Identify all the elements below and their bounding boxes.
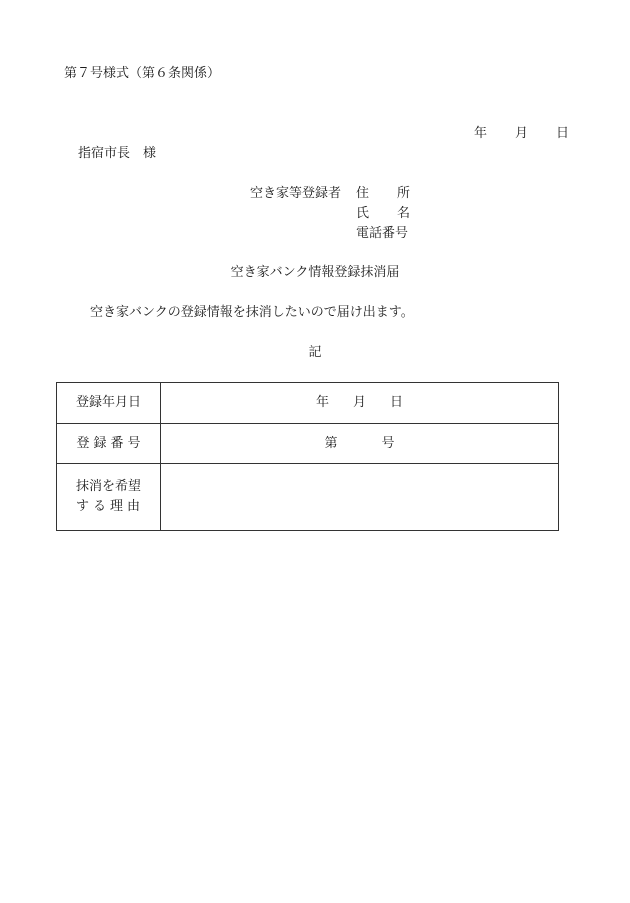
table-row-registration-date: [57, 383, 559, 424]
reason-label-line-2: [76, 497, 140, 517]
reason-value[interactable]: [161, 464, 559, 531]
reason-label-char-2: る: [92, 499, 106, 514]
ki-marker: 記: [308, 345, 322, 360]
table-row-registration-number: [57, 424, 559, 464]
reg-number-label-char-3: 番: [110, 435, 124, 451]
registrant-address-label: [356, 186, 410, 202]
body-text: 空き家バンクの登録情報を抹消したいので届け出ます。: [90, 305, 414, 320]
name-label-char-2: 名: [396, 206, 410, 221]
reason-label: [57, 464, 161, 531]
registrant-phone-label: 電話番号: [356, 226, 409, 241]
address-label-char-2: 所: [396, 186, 410, 201]
date-month-label: 月: [514, 126, 528, 141]
submission-date: [474, 126, 569, 142]
date-year-label: 年: [474, 126, 488, 141]
registrant-name-label: [356, 206, 410, 222]
reg-date-month: 月: [352, 395, 366, 410]
registration-number-label: [57, 424, 161, 464]
reg-number-label-char-4: 号: [127, 435, 141, 451]
reg-date-year: 年: [315, 395, 329, 410]
reason-label-char-1: す: [76, 499, 90, 514]
reason-label-char-3: 理: [109, 499, 123, 514]
form-number: 第７号様式（第６条関係）: [64, 66, 221, 81]
reg-number-label-char-1: 登: [76, 435, 90, 451]
detail-table: [56, 382, 559, 531]
table-row-reason: [57, 464, 559, 531]
registration-date-label: 登録年月日: [57, 383, 161, 424]
registrant-label: 空き家等登録者: [250, 186, 342, 201]
reg-number-suffix: 号: [381, 435, 395, 451]
reg-number-prefix: 第: [324, 435, 338, 451]
date-day-label: 日: [555, 126, 569, 141]
document-title: [0, 265, 630, 281]
reason-label-line-1: 抹消を希望: [76, 479, 142, 494]
reg-number-label-char-2: 録: [93, 435, 107, 451]
registration-date-value[interactable]: [161, 383, 559, 424]
addressee: 指宿市長 様: [78, 146, 157, 161]
reg-date-day: 日: [390, 395, 404, 410]
registration-number-value[interactable]: [161, 424, 559, 464]
reason-label-char-4: 由: [126, 499, 140, 514]
address-label-char-1: 住: [356, 186, 370, 201]
document-title-text: 空き家バンク情報登録抹消届: [230, 265, 400, 280]
name-label-char-1: 氏: [356, 206, 370, 221]
